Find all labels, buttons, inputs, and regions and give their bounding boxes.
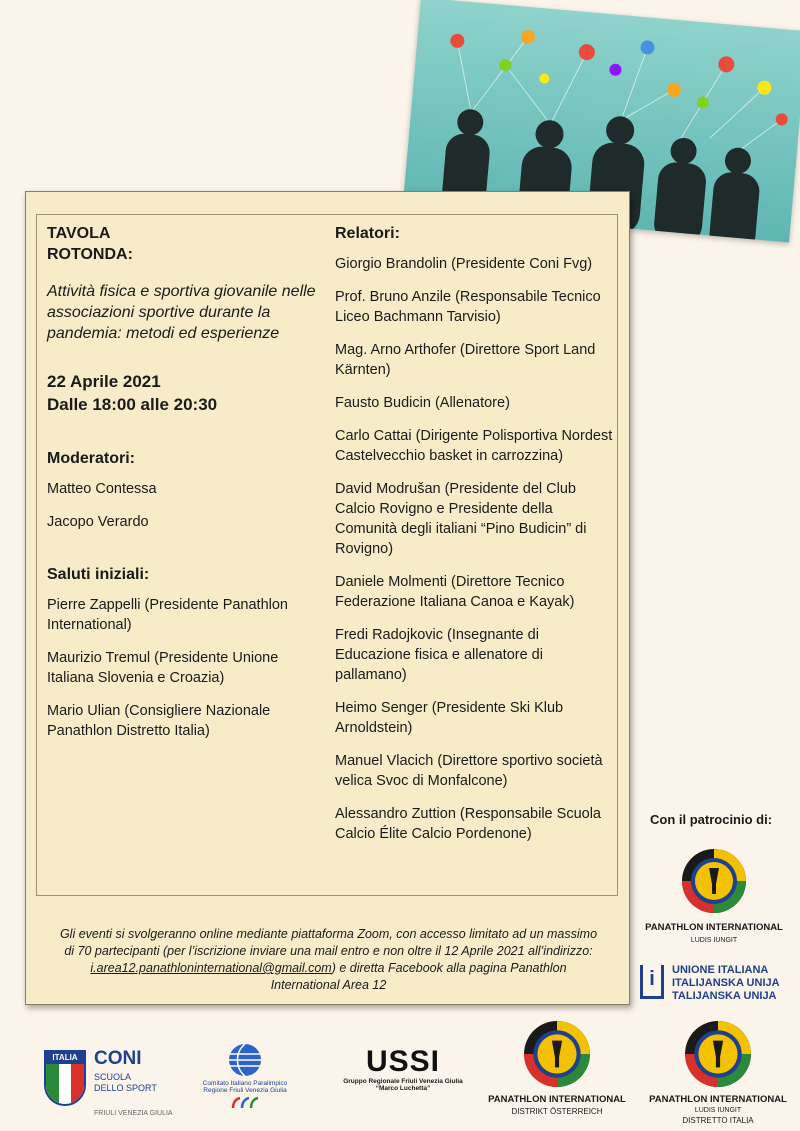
panathlon-motto: LUDIS IUNGIT (694, 1107, 742, 1114)
greeting-item: Pierre Zappelli (Presidente Panathlon International) (47, 597, 288, 633)
moderators-heading: Moderatori: (47, 450, 135, 467)
panathlon-name: PANATHLON INTERNATIONAL (645, 922, 783, 933)
contact-email-link[interactable]: i.area12.panathloninternational@gmail.com (90, 961, 332, 975)
district-italy: DISTRETTO ITALIA (682, 1116, 754, 1125)
speaker-item: Giorgio Brandolin (Presidente Coni Fvg) (335, 256, 593, 272)
unione-italiana-logo (640, 963, 800, 1003)
event-card (25, 191, 630, 1005)
note-text-after: ) e diretta Facebook alla pagina Panathlon International Area 12 (270, 961, 567, 992)
paralimpico-line-1: Comitato Italiano Paralimpico (202, 1080, 288, 1087)
speaker-item: Daniele Molmenti (Direttore Tecnico Federazione Italiana Canoa e Kayak) (335, 574, 575, 610)
left-column (47, 223, 317, 754)
greetings-heading: Saluti iniziali: (47, 566, 150, 583)
italia-shield-icon (44, 1050, 86, 1106)
note-text-before: Gli eventi si svolgeranno online mediante piattaforma Zoom, con accesso limitato ad un massimo di 70 partecipanti (per l’iscrizione inviare una mail entro e non oltre il 12 Aprile 2021 all’indirizzo: (59, 927, 598, 958)
italia-label: ITALIA (46, 1052, 84, 1064)
coni-region: FRIULI VENEZIA GIULIA (94, 1110, 173, 1117)
event-subtitle: Attività fisica e sportiva giovanile nelle associazioni sportive durante la pandemia: metodi ed esperienze (47, 283, 316, 342)
speakers-heading: Relatori: (335, 225, 400, 242)
coni-name: CONI (94, 1048, 142, 1069)
speaker-item: Mag. Arno Arthofer (Direttore Sport Land Kärnten) (335, 342, 596, 378)
greeting-item: Mario Ulian (Consigliere Nazionale Panathlon Distretto Italia) (47, 703, 271, 739)
moderator-item: Matteo Contessa (47, 481, 157, 497)
ui-monogram-icon: i (640, 965, 664, 999)
speaker-item: Alessandro Zuttion (Responsabile Scuola Calcio Élite Calcio Pordenone) (335, 806, 601, 842)
ussi-line-2: “Marco Luchetta” (375, 1085, 431, 1092)
district-austria: DISTRIKT ÖSTERREICH (511, 1107, 603, 1116)
speaker-item: Fausto Budicin (Allenatore) (335, 395, 510, 411)
panathlon-italy-logo (638, 1020, 798, 1125)
greeting-item: Maurizio Tremul (Presidente Unione Italiana Slovenia e Croazia) (47, 650, 279, 686)
panathlon-name: PANATHLON INTERNATIONAL (649, 1094, 787, 1105)
event-title: TAVOLA ROTONDA: (47, 225, 133, 263)
speaker-item: Prof. Bruno Anzile (Responsabile Tecnico Liceo Bachmann Tarvisio) (335, 289, 601, 325)
panathlon-emblem-icon (684, 1020, 752, 1088)
event-info-note (56, 926, 601, 994)
unione-line-1: UNIONE ITALIANA (672, 964, 769, 976)
panathlon-name: PANATHLON INTERNATIONAL (488, 1094, 626, 1105)
speaker-item: Manuel Vlacich (Direttore sportivo società velica Svoc di Monfalcone) (335, 753, 603, 789)
coni-line-2: DELLO SPORT (94, 1083, 157, 1093)
speaker-item: Fredi Radojkovic (Insegnante di Educazione fisica e allenatore di pallamano) (335, 627, 543, 683)
program-frame (36, 214, 618, 896)
event-date: 22 Aprile 2021 (47, 372, 161, 391)
paralimpico-logo (195, 1042, 295, 1122)
event-time: Dalle 18:00 alle 20:30 (47, 395, 218, 414)
moderator-item: Jacopo Verardo (47, 514, 149, 530)
paralimpico-globe-icon (225, 1042, 265, 1078)
panathlon-austria-logo (477, 1020, 637, 1116)
panathlon-emblem-icon (681, 848, 747, 914)
ussi-logo (328, 1046, 478, 1106)
panathlon-logo-right (634, 848, 794, 944)
unione-line-3: TALIJANSKA UNIJA (672, 990, 777, 1002)
unione-line-2: ITALIJANSKA UNIJA (672, 977, 780, 989)
patronage-label: Con il patrocinio di: (650, 812, 773, 827)
right-column (335, 223, 617, 857)
ussi-name: USSI (365, 1045, 441, 1078)
paralimpico-line-2: Regione Friuli Venezia Giulia (203, 1087, 287, 1094)
speaker-item: David Modrušan (Presidente del Club Calcio Rovigno e Presidente della Comunità degli italiani “Pino Budicin” di Rovigno) (335, 481, 587, 557)
panathlon-emblem-icon (523, 1020, 591, 1088)
ussi-line-1: Gruppo Regionale Friuli Venezia Giulia (343, 1078, 463, 1085)
event-datetime (47, 370, 317, 416)
speaker-item: Heimo Senger (Presidente Ski Klub Arnoldstein) (335, 700, 564, 736)
coni-logo (44, 1050, 194, 1120)
agitos-icon (230, 1096, 260, 1110)
speaker-item: Carlo Cattai (Dirigente Polisportiva Nordest Castelvecchio basket in carrozzina) (335, 428, 613, 464)
panathlon-motto: LUDIS IUNGIT (690, 937, 738, 944)
coni-line-1: SCUOLA (94, 1072, 132, 1082)
